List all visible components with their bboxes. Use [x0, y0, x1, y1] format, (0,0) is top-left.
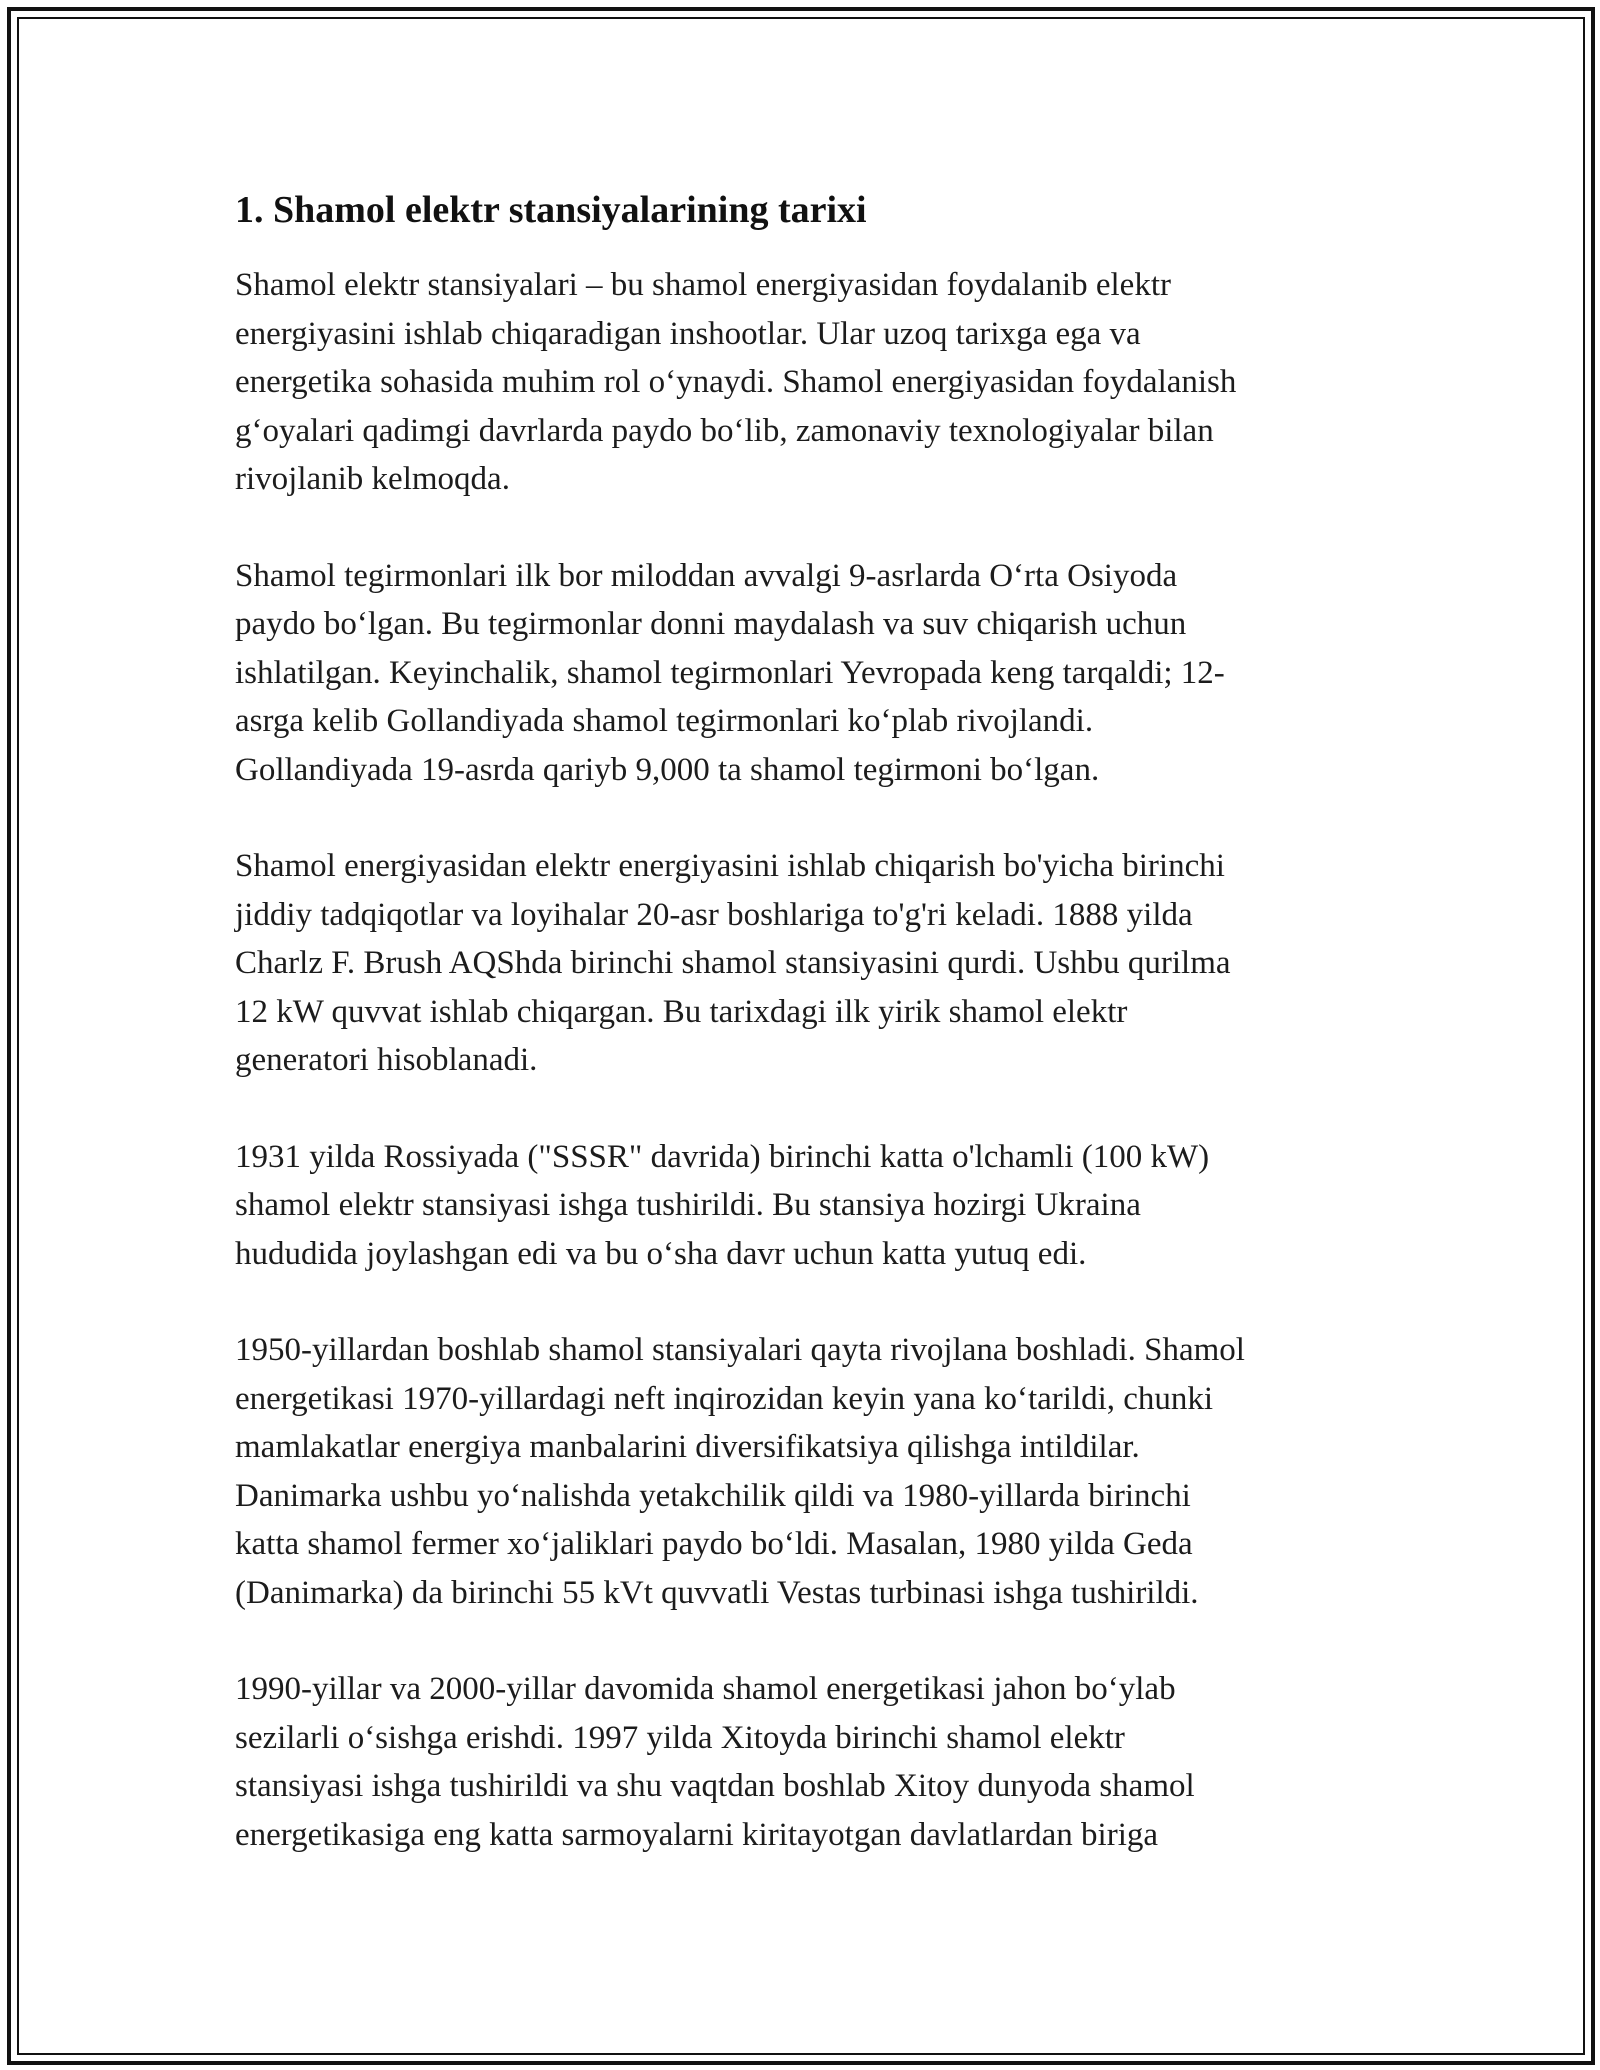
text-line: Shamol elektr stansiyalari – bu shamol energiyasidan foydalanib elektr [235, 267, 1171, 303]
text-line: 1990-yillar va 2000-yillar davomida shamol energetikasi jahon bo‘ylab [235, 1671, 1176, 1707]
text-line: g‘oyalari qadimgi davrlarda paydo bo‘lib, zamonaviy texnologiyalar bilan [235, 412, 1214, 449]
text-line: 1931 yilda Rossiyada ("SSSR" davrida) birinchi katta o'lchamli (100 kW) [235, 1138, 1210, 1175]
paragraph-ussr [235, 1133, 1375, 1279]
text-line: (Danimarka) da birinchi 55 kVt quvvatli Vestas turbinasi ishga tushirildi. [235, 1574, 1199, 1611]
text-line: Charlz F. Brush AQShda birinchi shamol stansiyasini qurdi. Ushbu qurilma [235, 945, 1231, 981]
text-line: Danimarka ushbu yo‘nalishda yetakchilik qildi va 1980-yillarda birinchi [235, 1477, 1191, 1514]
text-line: 12 kW quvvat ishlab chiqargan. Bu tarixdagi ilk yirik shamol elektr [235, 993, 1128, 1030]
paragraph-early-research [235, 842, 1375, 1085]
text-line: energiyasini ishlab chiqaradigan inshootlar. Ular uzoq tarixga ega va [235, 315, 1141, 352]
text-line: stansiyasi ishga tushirildi va shu vaqtdan boshlab Xitoy dunyoda shamol [235, 1768, 1195, 1804]
paragraph-intro [235, 261, 1375, 504]
text-line: jiddiy tadqiqotlar va loyihalar 20-asr boshlariga to'g'ri keladi. 1888 yilda [235, 896, 1193, 933]
text-line: ishlatilgan. Keyinchalik, shamol tegirmonlari Yevropada keng tarqaldi; 12- [235, 654, 1225, 691]
text-line: mamlakatlar energiya manbalarini diversifikatsiya qilishga intildilar. [235, 1429, 1140, 1465]
text-line: Gollandiyada 19-asrda qariyb 9,000 ta shamol tegirmoni bo‘lgan. [235, 751, 1100, 788]
text-line: energetikasi 1970-yillardagi neft inqirozidan keyin yana ko‘tarildi, chunki [235, 1380, 1214, 1417]
paragraph-windmills [235, 552, 1375, 795]
text-line: Shamol energiyasidan elektr energiyasini ishlab chiqarish bo'yicha birinchi [235, 848, 1225, 884]
paragraph-global-growth [235, 1665, 1375, 1859]
text-line: rivojlanib kelmoqda. [235, 461, 510, 497]
text-line: energetikasiga eng katta sarmoyalarni kiritayotgan davlatlardan biriga [235, 1816, 1159, 1853]
text-line: Shamol tegirmonlari ilk bor miloddan avvalgi 9-asrlarda O‘rta Osiyoda [235, 557, 1178, 594]
paragraph-modern-revival [235, 1326, 1375, 1617]
section-title: 1. Shamol elektr stansiyalarining tarixi [235, 189, 867, 231]
text-line: katta shamol fermer xo‘jaliklari paydo bo‘ldi. Masalan, 1980 yilda Geda [235, 1526, 1193, 1562]
text-line: sezilarli o‘sishga erishdi. 1997 yilda Xitoyda birinchi shamol elektr [235, 1719, 1125, 1756]
text-line: energetika sohasida muhim rol o‘ynaydi. Shamol energiyasidan foydalanish [235, 364, 1237, 400]
text-line: 1950-yillardan boshlab shamol stansiyalari qayta rivojlana boshladi. Shamol [235, 1332, 1245, 1368]
document-body [235, 185, 1375, 1907]
text-line: hududida joylashgan edi va bu o‘sha davr uchun katta yutuq edi. [235, 1235, 1087, 1272]
text-line: generatori hisoblanadi. [235, 1042, 538, 1078]
text-line: shamol elektr stansiyasi ishga tushirildi. Bu stansiya hozirgi Ukraina [235, 1187, 1141, 1223]
text-line: paydo bo‘lgan. Bu tegirmonlar donni maydalash va suv chiqarish uchun [235, 606, 1187, 642]
text-line: asrga kelib Gollandiyada shamol tegirmonlari ko‘plab rivojlandi. [235, 703, 1094, 739]
